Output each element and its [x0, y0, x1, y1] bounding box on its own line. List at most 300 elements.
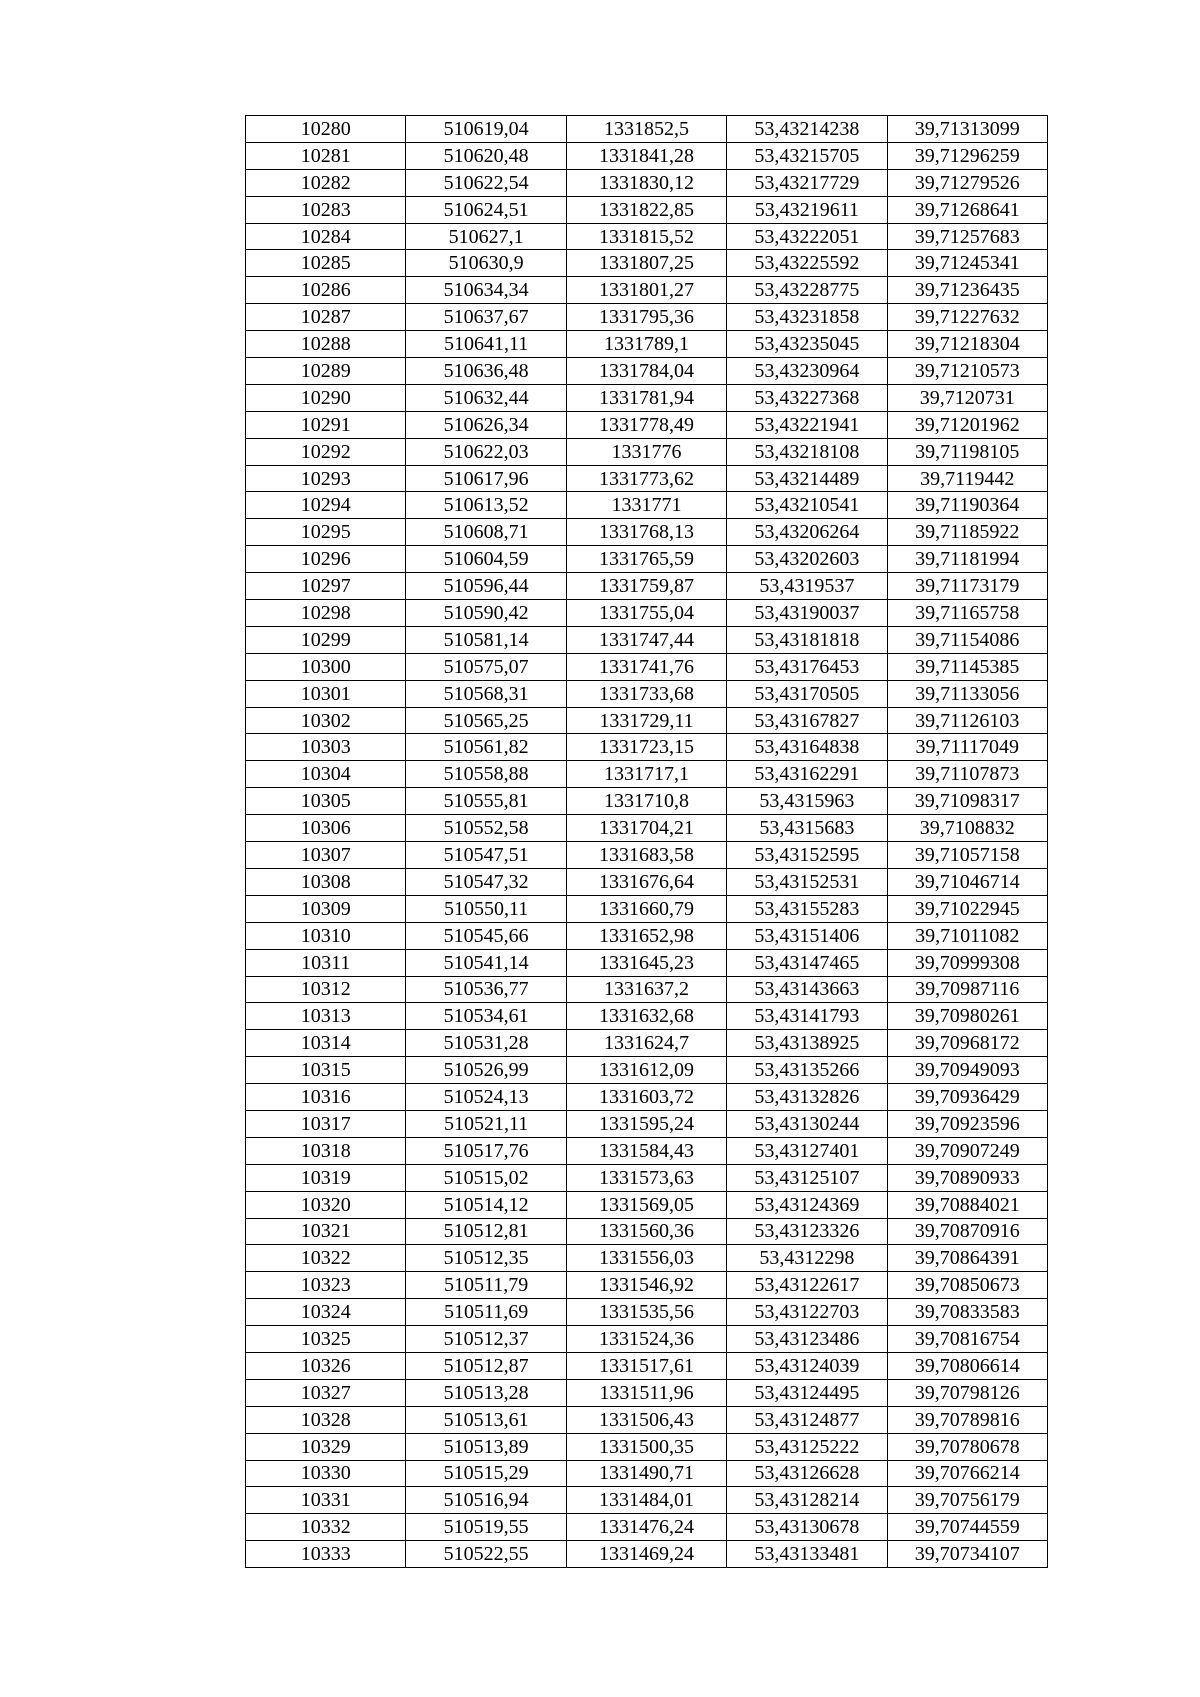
latitude-cell: 53,43225592: [727, 250, 887, 277]
longitude-cell: 39,70864391: [887, 1245, 1047, 1272]
x-coordinate-cell: 510550,11: [406, 895, 566, 922]
y-coordinate-cell: 1331652,98: [566, 922, 726, 949]
latitude-cell: 53,43123326: [727, 1218, 887, 1245]
table-row: [246, 600, 1048, 627]
table-row: [246, 1379, 1048, 1406]
longitude-cell: 39,71117049: [887, 734, 1047, 761]
y-coordinate-cell: 1331781,94: [566, 384, 726, 411]
x-coordinate-cell: 510624,51: [406, 196, 566, 223]
latitude-cell: 53,43141793: [727, 1003, 887, 1030]
point-number-cell: 10323: [246, 1272, 406, 1299]
y-coordinate-cell: 1331773,62: [566, 465, 726, 492]
x-coordinate-cell: 510641,11: [406, 331, 566, 358]
table-row: [246, 1460, 1048, 1487]
latitude-cell: 53,43127401: [727, 1137, 887, 1164]
latitude-cell: 53,43215705: [727, 142, 887, 169]
longitude-cell: 39,71133056: [887, 680, 1047, 707]
table-row: [246, 1326, 1048, 1353]
latitude-cell: 53,43228775: [727, 277, 887, 304]
longitude-cell: 39,70968172: [887, 1030, 1047, 1057]
table-row: [246, 1487, 1048, 1514]
latitude-cell: 53,43125222: [727, 1433, 887, 1460]
point-number-cell: 10290: [246, 384, 406, 411]
y-coordinate-cell: 1331852,5: [566, 116, 726, 143]
table-row: [246, 1541, 1048, 1568]
longitude-cell: 39,71218304: [887, 331, 1047, 358]
point-number-cell: 10317: [246, 1110, 406, 1137]
table-row: [246, 1218, 1048, 1245]
longitude-cell: 39,71210573: [887, 358, 1047, 385]
table-row: [246, 788, 1048, 815]
y-coordinate-cell: 1331517,61: [566, 1352, 726, 1379]
longitude-cell: 39,70744559: [887, 1514, 1047, 1541]
longitude-cell: 39,70949093: [887, 1057, 1047, 1084]
point-number-cell: 10329: [246, 1433, 406, 1460]
longitude-cell: 39,70890933: [887, 1164, 1047, 1191]
point-number-cell: 10310: [246, 922, 406, 949]
table-row: [246, 438, 1048, 465]
point-number-cell: 10300: [246, 653, 406, 680]
x-coordinate-cell: 510622,03: [406, 438, 566, 465]
latitude-cell: 53,43164838: [727, 734, 887, 761]
x-coordinate-cell: 510558,88: [406, 761, 566, 788]
point-number-cell: 10315: [246, 1057, 406, 1084]
latitude-cell: 53,43152531: [727, 868, 887, 895]
longitude-cell: 39,71296259: [887, 142, 1047, 169]
table-row: [246, 169, 1048, 196]
point-number-cell: 10295: [246, 519, 406, 546]
table-row: [246, 250, 1048, 277]
latitude-cell: 53,4319537: [727, 573, 887, 600]
table-row: [246, 922, 1048, 949]
table-row: [246, 1191, 1048, 1218]
latitude-cell: 53,43222051: [727, 223, 887, 250]
latitude-cell: 53,43124039: [727, 1352, 887, 1379]
y-coordinate-cell: 1331741,76: [566, 653, 726, 680]
longitude-cell: 39,71279526: [887, 169, 1047, 196]
latitude-cell: 53,43218108: [727, 438, 887, 465]
latitude-cell: 53,43152595: [727, 842, 887, 869]
x-coordinate-cell: 510581,14: [406, 626, 566, 653]
x-coordinate-cell: 510619,04: [406, 116, 566, 143]
latitude-cell: 53,43230964: [727, 358, 887, 385]
x-coordinate-cell: 510634,34: [406, 277, 566, 304]
table-row: [246, 519, 1048, 546]
latitude-cell: 53,43235045: [727, 331, 887, 358]
y-coordinate-cell: 1331624,7: [566, 1030, 726, 1057]
table-row: [246, 1299, 1048, 1326]
longitude-cell: 39,71011082: [887, 922, 1047, 949]
x-coordinate-cell: 510545,66: [406, 922, 566, 949]
x-coordinate-cell: 510513,89: [406, 1433, 566, 1460]
y-coordinate-cell: 1331830,12: [566, 169, 726, 196]
longitude-cell: 39,70907249: [887, 1137, 1047, 1164]
y-coordinate-cell: 1331637,2: [566, 976, 726, 1003]
latitude-cell: 53,43167827: [727, 707, 887, 734]
x-coordinate-cell: 510575,07: [406, 653, 566, 680]
longitude-cell: 39,71165758: [887, 600, 1047, 627]
table-row: [246, 1164, 1048, 1191]
longitude-cell: 39,70734107: [887, 1541, 1047, 1568]
latitude-cell: 53,43128214: [727, 1487, 887, 1514]
point-number-cell: 10296: [246, 546, 406, 573]
y-coordinate-cell: 1331569,05: [566, 1191, 726, 1218]
x-coordinate-cell: 510596,44: [406, 573, 566, 600]
y-coordinate-cell: 1331676,64: [566, 868, 726, 895]
x-coordinate-cell: 510561,82: [406, 734, 566, 761]
latitude-cell: 53,43162291: [727, 761, 887, 788]
latitude-cell: 53,43124495: [727, 1379, 887, 1406]
point-number-cell: 10319: [246, 1164, 406, 1191]
latitude-cell: 53,43181818: [727, 626, 887, 653]
point-number-cell: 10282: [246, 169, 406, 196]
table-row: [246, 761, 1048, 788]
x-coordinate-cell: 510637,67: [406, 304, 566, 331]
table-row: [246, 1433, 1048, 1460]
point-number-cell: 10304: [246, 761, 406, 788]
table-row: [246, 546, 1048, 573]
y-coordinate-cell: 1331771: [566, 492, 726, 519]
point-number-cell: 10318: [246, 1137, 406, 1164]
table-row: [246, 976, 1048, 1003]
point-number-cell: 10283: [246, 196, 406, 223]
longitude-cell: 39,70756179: [887, 1487, 1047, 1514]
x-coordinate-cell: 510568,31: [406, 680, 566, 707]
x-coordinate-cell: 510630,9: [406, 250, 566, 277]
table-row: [246, 223, 1048, 250]
longitude-cell: 39,70806614: [887, 1352, 1047, 1379]
point-number-cell: 10307: [246, 842, 406, 869]
table-row: [246, 1030, 1048, 1057]
latitude-cell: 53,4312298: [727, 1245, 887, 1272]
table-row: [246, 1406, 1048, 1433]
point-number-cell: 10327: [246, 1379, 406, 1406]
y-coordinate-cell: 1331645,23: [566, 949, 726, 976]
y-coordinate-cell: 1331723,15: [566, 734, 726, 761]
point-number-cell: 10291: [246, 411, 406, 438]
x-coordinate-cell: 510512,37: [406, 1326, 566, 1353]
x-coordinate-cell: 510512,81: [406, 1218, 566, 1245]
longitude-cell: 39,71173179: [887, 573, 1047, 600]
table-row: [246, 1514, 1048, 1541]
y-coordinate-cell: 1331500,35: [566, 1433, 726, 1460]
x-coordinate-cell: 510512,87: [406, 1352, 566, 1379]
x-coordinate-cell: 510514,12: [406, 1191, 566, 1218]
x-coordinate-cell: 510547,51: [406, 842, 566, 869]
y-coordinate-cell: 1331815,52: [566, 223, 726, 250]
longitude-cell: 39,71268641: [887, 196, 1047, 223]
latitude-cell: 53,43130244: [727, 1110, 887, 1137]
y-coordinate-cell: 1331822,85: [566, 196, 726, 223]
point-number-cell: 10311: [246, 949, 406, 976]
point-number-cell: 10284: [246, 223, 406, 250]
point-number-cell: 10326: [246, 1352, 406, 1379]
point-number-cell: 10297: [246, 573, 406, 600]
longitude-cell: 39,7119442: [887, 465, 1047, 492]
x-coordinate-cell: 510613,52: [406, 492, 566, 519]
longitude-cell: 39,70766214: [887, 1460, 1047, 1487]
latitude-cell: 53,43143663: [727, 976, 887, 1003]
latitude-cell: 53,43124877: [727, 1406, 887, 1433]
y-coordinate-cell: 1331717,1: [566, 761, 726, 788]
longitude-cell: 39,71057158: [887, 842, 1047, 869]
x-coordinate-cell: 510511,69: [406, 1299, 566, 1326]
y-coordinate-cell: 1331506,43: [566, 1406, 726, 1433]
x-coordinate-cell: 510522,55: [406, 1541, 566, 1568]
table-row: [246, 680, 1048, 707]
table-row: [246, 1003, 1048, 1030]
latitude-cell: 53,43190037: [727, 600, 887, 627]
latitude-cell: 53,43176453: [727, 653, 887, 680]
x-coordinate-cell: 510512,35: [406, 1245, 566, 1272]
latitude-cell: 53,43122617: [727, 1272, 887, 1299]
y-coordinate-cell: 1331469,24: [566, 1541, 726, 1568]
table-row: [246, 895, 1048, 922]
longitude-cell: 39,70789816: [887, 1406, 1047, 1433]
x-coordinate-cell: 510513,61: [406, 1406, 566, 1433]
longitude-cell: 39,70936429: [887, 1084, 1047, 1111]
longitude-cell: 39,71154086: [887, 626, 1047, 653]
longitude-cell: 39,71257683: [887, 223, 1047, 250]
x-coordinate-cell: 510524,13: [406, 1084, 566, 1111]
y-coordinate-cell: 1331801,27: [566, 277, 726, 304]
longitude-cell: 39,70987116: [887, 976, 1047, 1003]
table-row: [246, 949, 1048, 976]
longitude-cell: 39,71046714: [887, 868, 1047, 895]
x-coordinate-cell: 510636,48: [406, 358, 566, 385]
longitude-cell: 39,70833583: [887, 1299, 1047, 1326]
longitude-cell: 39,7108832: [887, 815, 1047, 842]
latitude-cell: 53,43217729: [727, 169, 887, 196]
y-coordinate-cell: 1331784,04: [566, 358, 726, 385]
x-coordinate-cell: 510608,71: [406, 519, 566, 546]
table-row: [246, 492, 1048, 519]
latitude-cell: 53,43122703: [727, 1299, 887, 1326]
x-coordinate-cell: 510590,42: [406, 600, 566, 627]
x-coordinate-cell: 510555,81: [406, 788, 566, 815]
latitude-cell: 53,43202603: [727, 546, 887, 573]
y-coordinate-cell: 1331490,71: [566, 1460, 726, 1487]
x-coordinate-cell: 510541,14: [406, 949, 566, 976]
latitude-cell: 53,43151406: [727, 922, 887, 949]
y-coordinate-cell: 1331776: [566, 438, 726, 465]
longitude-cell: 39,71227632: [887, 304, 1047, 331]
table-row: [246, 734, 1048, 761]
y-coordinate-cell: 1331729,11: [566, 707, 726, 734]
point-number-cell: 10312: [246, 976, 406, 1003]
latitude-cell: 53,43221941: [727, 411, 887, 438]
table-row: [246, 1272, 1048, 1299]
point-number-cell: 10292: [246, 438, 406, 465]
table-row: [246, 331, 1048, 358]
longitude-cell: 39,70870916: [887, 1218, 1047, 1245]
longitude-cell: 39,71236435: [887, 277, 1047, 304]
y-coordinate-cell: 1331524,36: [566, 1326, 726, 1353]
point-number-cell: 10322: [246, 1245, 406, 1272]
y-coordinate-cell: 1331768,13: [566, 519, 726, 546]
x-coordinate-cell: 510617,96: [406, 465, 566, 492]
longitude-cell: 39,71185922: [887, 519, 1047, 546]
table-row: [246, 815, 1048, 842]
longitude-cell: 39,70780678: [887, 1433, 1047, 1460]
latitude-cell: 53,43133481: [727, 1541, 887, 1568]
y-coordinate-cell: 1331841,28: [566, 142, 726, 169]
table-row: [246, 1057, 1048, 1084]
point-number-cell: 10320: [246, 1191, 406, 1218]
table-row: [246, 1245, 1048, 1272]
y-coordinate-cell: 1331765,59: [566, 546, 726, 573]
y-coordinate-cell: 1331660,79: [566, 895, 726, 922]
latitude-cell: 53,43126628: [727, 1460, 887, 1487]
table-row: [246, 707, 1048, 734]
x-coordinate-cell: 510511,79: [406, 1272, 566, 1299]
point-number-cell: 10321: [246, 1218, 406, 1245]
latitude-cell: 53,4315683: [727, 815, 887, 842]
point-number-cell: 10316: [246, 1084, 406, 1111]
point-number-cell: 10308: [246, 868, 406, 895]
x-coordinate-cell: 510604,59: [406, 546, 566, 573]
y-coordinate-cell: 1331807,25: [566, 250, 726, 277]
point-number-cell: 10309: [246, 895, 406, 922]
point-number-cell: 10332: [246, 1514, 406, 1541]
y-coordinate-cell: 1331535,56: [566, 1299, 726, 1326]
table-row: [246, 196, 1048, 223]
y-coordinate-cell: 1331759,87: [566, 573, 726, 600]
y-coordinate-cell: 1331632,68: [566, 1003, 726, 1030]
y-coordinate-cell: 1331603,72: [566, 1084, 726, 1111]
y-coordinate-cell: 1331584,43: [566, 1137, 726, 1164]
point-number-cell: 10285: [246, 250, 406, 277]
y-coordinate-cell: 1331683,58: [566, 842, 726, 869]
point-number-cell: 10331: [246, 1487, 406, 1514]
x-coordinate-cell: 510515,29: [406, 1460, 566, 1487]
longitude-cell: 39,71190364: [887, 492, 1047, 519]
latitude-cell: 53,43214238: [727, 116, 887, 143]
y-coordinate-cell: 1331556,03: [566, 1245, 726, 1272]
longitude-cell: 39,71098317: [887, 788, 1047, 815]
x-coordinate-cell: 510536,77: [406, 976, 566, 1003]
longitude-cell: 39,71313099: [887, 116, 1047, 143]
table-row: [246, 842, 1048, 869]
x-coordinate-cell: 510516,94: [406, 1487, 566, 1514]
point-number-cell: 10328: [246, 1406, 406, 1433]
y-coordinate-cell: 1331755,04: [566, 600, 726, 627]
y-coordinate-cell: 1331733,68: [566, 680, 726, 707]
x-coordinate-cell: 510521,11: [406, 1110, 566, 1137]
table-row: [246, 1137, 1048, 1164]
latitude-cell: 53,43214489: [727, 465, 887, 492]
latitude-cell: 53,43206264: [727, 519, 887, 546]
point-number-cell: 10330: [246, 1460, 406, 1487]
x-coordinate-cell: 510552,58: [406, 815, 566, 842]
y-coordinate-cell: 1331573,63: [566, 1164, 726, 1191]
longitude-cell: 39,70798126: [887, 1379, 1047, 1406]
point-number-cell: 10286: [246, 277, 406, 304]
longitude-cell: 39,70884021: [887, 1191, 1047, 1218]
y-coordinate-cell: 1331484,01: [566, 1487, 726, 1514]
longitude-cell: 39,7120731: [887, 384, 1047, 411]
point-number-cell: 10289: [246, 358, 406, 385]
latitude-cell: 53,43123486: [727, 1326, 887, 1353]
table-row: [246, 626, 1048, 653]
table-row: [246, 1110, 1048, 1137]
x-coordinate-cell: 510565,25: [406, 707, 566, 734]
x-coordinate-cell: 510519,55: [406, 1514, 566, 1541]
table-row: [246, 1352, 1048, 1379]
latitude-cell: 53,43124369: [727, 1191, 887, 1218]
latitude-cell: 53,43210541: [727, 492, 887, 519]
point-number-cell: 10294: [246, 492, 406, 519]
table-row: [246, 358, 1048, 385]
longitude-cell: 39,71022945: [887, 895, 1047, 922]
x-coordinate-cell: 510626,34: [406, 411, 566, 438]
x-coordinate-cell: 510517,76: [406, 1137, 566, 1164]
y-coordinate-cell: 1331511,96: [566, 1379, 726, 1406]
latitude-cell: 53,43155283: [727, 895, 887, 922]
longitude-cell: 39,71201962: [887, 411, 1047, 438]
x-coordinate-cell: 510632,44: [406, 384, 566, 411]
longitude-cell: 39,70816754: [887, 1326, 1047, 1353]
latitude-cell: 53,43130678: [727, 1514, 887, 1541]
point-number-cell: 10293: [246, 465, 406, 492]
point-number-cell: 10298: [246, 600, 406, 627]
longitude-cell: 39,71181994: [887, 546, 1047, 573]
longitude-cell: 39,71145385: [887, 653, 1047, 680]
longitude-cell: 39,70923596: [887, 1110, 1047, 1137]
point-number-cell: 10313: [246, 1003, 406, 1030]
longitude-cell: 39,71126103: [887, 707, 1047, 734]
x-coordinate-cell: 510620,48: [406, 142, 566, 169]
y-coordinate-cell: 1331560,36: [566, 1218, 726, 1245]
point-number-cell: 10288: [246, 331, 406, 358]
y-coordinate-cell: 1331476,24: [566, 1514, 726, 1541]
y-coordinate-cell: 1331778,49: [566, 411, 726, 438]
point-number-cell: 10305: [246, 788, 406, 815]
y-coordinate-cell: 1331595,24: [566, 1110, 726, 1137]
longitude-cell: 39,71245341: [887, 250, 1047, 277]
coordinates-table-body: [246, 116, 1048, 1568]
point-number-cell: 10325: [246, 1326, 406, 1353]
y-coordinate-cell: 1331546,92: [566, 1272, 726, 1299]
longitude-cell: 39,71198105: [887, 438, 1047, 465]
x-coordinate-cell: 510534,61: [406, 1003, 566, 1030]
table-row: [246, 1084, 1048, 1111]
latitude-cell: 53,43132826: [727, 1084, 887, 1111]
table-row: [246, 304, 1048, 331]
point-number-cell: 10302: [246, 707, 406, 734]
y-coordinate-cell: 1331789,1: [566, 331, 726, 358]
y-coordinate-cell: 1331612,09: [566, 1057, 726, 1084]
x-coordinate-cell: 510547,32: [406, 868, 566, 895]
point-number-cell: 10280: [246, 116, 406, 143]
x-coordinate-cell: 510515,02: [406, 1164, 566, 1191]
table-row: [246, 277, 1048, 304]
x-coordinate-cell: 510531,28: [406, 1030, 566, 1057]
longitude-cell: 39,70999308: [887, 949, 1047, 976]
latitude-cell: 53,43227368: [727, 384, 887, 411]
point-number-cell: 10333: [246, 1541, 406, 1568]
table-row: [246, 573, 1048, 600]
x-coordinate-cell: 510622,54: [406, 169, 566, 196]
latitude-cell: 53,43231858: [727, 304, 887, 331]
latitude-cell: 53,43125107: [727, 1164, 887, 1191]
y-coordinate-cell: 1331710,8: [566, 788, 726, 815]
x-coordinate-cell: 510627,1: [406, 223, 566, 250]
latitude-cell: 53,43170505: [727, 680, 887, 707]
latitude-cell: 53,43135266: [727, 1057, 887, 1084]
latitude-cell: 53,4315963: [727, 788, 887, 815]
table-row: [246, 411, 1048, 438]
